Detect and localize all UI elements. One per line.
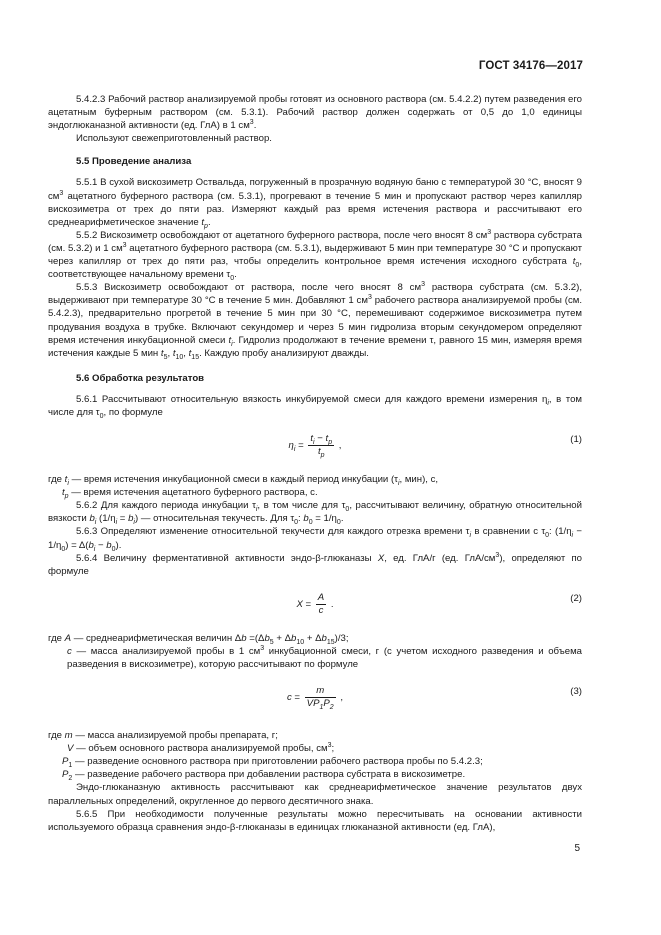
paragraph-fresh-solution: Используют свежеприготовленный раствор. bbox=[76, 133, 272, 145]
where-tp: $t_p$ — время истечения ацетатного буферного раствора, с. bbox=[62, 487, 318, 501]
formula-1 bbox=[48, 429, 582, 459]
paragraph-5-5-3: 5.5.3 Вискозиметр освобождают от раствора, после чего вносят 8 $см^3$ раствора субстрата (см. 5.3.2), выдерживают при температуре 30 °С в течение 5 мин. Добавляют 1 $см^3$ рабочего раствора анализируемой пробы (см. 5.4.2.3), предварительно прогретой в течение 5 мин при 30 °С, перемешивают содержимое вискозиметра путем продувания воздуха в трубке. Включают секундомер и через 5 мин гидролиза вторым секундомером определяют время истечения инкубационной смеси $t_i$. Гидролиз продолжают в течение времени τ, равного 15 мин, измеряя время истечения каждые 5 мин $t_5$, $t_{10}$, $t_{15}$. Каждую пробу анализируют дважды. bbox=[48, 281, 582, 361]
formula-1-number: (1) bbox=[570, 434, 582, 446]
where-ti: где $t_i$ — время истечения инкубационной смеси в каждый период инкубации ($\tau_i$, мин), с, bbox=[48, 474, 439, 487]
paragraph-5-6-4: 5.6.4 Величину ферментативной активности эндо-β-глюканазы X, ед. ГлА/г (ед. ГлА/$см^3$), определяют по формуле bbox=[48, 551, 583, 577]
formula-2 bbox=[48, 588, 582, 618]
formula-3-number: (3) bbox=[570, 686, 582, 698]
section-heading-5-5: 5.5 Проведение анализа bbox=[76, 156, 192, 168]
where-P1: $P_1$ — разведение основного раствора при приготовлении рабочего раствора пробы по 5.4.2.3; bbox=[62, 756, 483, 770]
page-number: 5 bbox=[574, 843, 580, 854]
formula-1-expression: $\eta_i$ = $\frac{t_i - t_p}{t_p}$ , bbox=[288, 433, 342, 459]
paragraph-5-6-3: 5.6.3 Определяют изменение относительной текучести для каждого отрезка времени $\tau_i$ в сравнении с $\tau_0$: $(1/\eta_i - 1/\eta_0) = \Delta(b_i - b_0)$. bbox=[48, 526, 582, 553]
formula-3 bbox=[48, 681, 582, 715]
where-m: где m — масса анализируемой пробы препарата, г; bbox=[48, 730, 278, 742]
where-A: где А — среднеарифметическая величин $\Delta b =(\Delta b_5 + \Delta b_{10} + \Delta b_{15})/3$; bbox=[48, 632, 349, 646]
paragraph-endo-activity: Эндо-глюканазную активность рассчитывают как среднеарифметическое значение результатов двух параллельных определений, округленное до первого десятичного знака. bbox=[48, 782, 582, 807]
paragraph-5-6-2: 5.6.2 Для каждого периода инкубации $\tau_i$, в том числе для $\tau_0$, рассчитывают величину, обратную относительной вязкости $b_i$ $(1/\eta_i = b_i)$ — относительная текучесть. Для $\tau_0$: $b_0 = 1/\eta_0$. bbox=[48, 500, 582, 527]
where-c: с — масса анализируемой пробы в 1 $см^3$ инкубационной смеси, г (с учетом исходного разведения и объема разведения в вискозиметре), которую рассчитывают по формуле bbox=[67, 644, 582, 670]
where-P2: $P_2$ — разведение рабочего раствора при добавлении раствора субстрата в вискозиметре. bbox=[62, 769, 466, 783]
document-header-id: ГОСТ 34176—2017 bbox=[478, 60, 583, 72]
formula-2-number: (2) bbox=[570, 592, 582, 604]
section-heading-5-6: 5.6 Обработка результатов bbox=[76, 372, 205, 384]
document-body bbox=[48, 93, 582, 834]
paragraph-5-5-2: 5.5.2 Вискозиметр освобождают от ацетатного буферного раствора, после чего вносят 8 $см^3$ раствора субстрата (см. 5.3.2) и 1 $см^3$ ацетатного буферного раствора (см. 5.3.1), выдерживают 5 мин при температуре 30 °С и пропускают через капилляр от трех до пяти раз, чтобы определить контрольное время истечения исходного субстрата $t_0$, соответствующее начальному времени $\tau_0$. bbox=[48, 228, 582, 283]
paragraph-5-6-1: 5.6.1 Рассчитывают относительную вязкость инкубируемой смеси для каждого времени измерения $\eta_i$, в том числе для $\tau_0$, по формуле bbox=[48, 393, 583, 420]
formula-2-expression: X = $\frac{A}{c}$ . bbox=[296, 591, 334, 616]
paragraph-5-6-5: 5.6.5 При необходимости полученные результаты можно пересчитывать на основании активности используемого образца сравнения эндо-β-глюканазы в единицах глюканазной активности (ед. ГлА), bbox=[48, 808, 582, 833]
paragraph-5-4-2-3: 5.4.2.3 Рабочий раствор анализируемой пробы готовят из основного раствора (см. 5.4.2.2) путем разведения его ацетатным буферным раствором (см. 5.3.1). Рабочий раствор должен содержать от 0,5 до 1,0 единицы эндоглюканазной активности (ед. ГлА) в 1 $см^3$. bbox=[48, 94, 582, 132]
formula-3-expression: c = $\frac{m}{VP_1P_2}$ , bbox=[286, 685, 344, 711]
paragraph-5-5-1: 5.5.1 В сухой вискозиметр Оствальда, погруженный в прозрачную водяную баню с температурой 30 °С, вносят 9 $см^3$ ацетатного буферного раствора (см. 5.3.1), прогревают в течение 5 мин и пропускают раствор через капилляр вискозиметра от трех до пяти раз. Измеряют каждый раз время истечения раствора и рассчитывают его среднеарифметическое значение $t_p$. bbox=[48, 177, 582, 230]
where-V: V — объем основного раствора анализируемой пробы, $см^3$; bbox=[67, 742, 335, 755]
